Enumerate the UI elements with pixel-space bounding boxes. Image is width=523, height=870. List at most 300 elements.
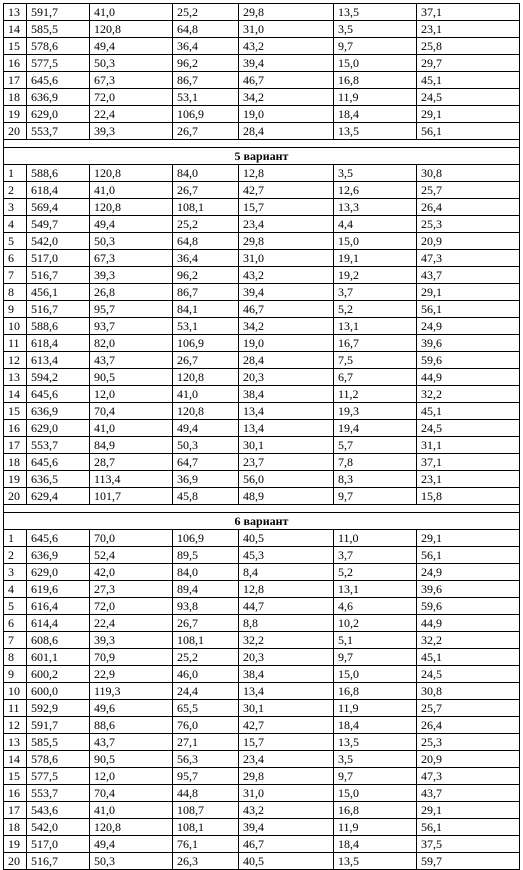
value-cell: 39,6 [417, 581, 520, 598]
value-cell: 629,0 [27, 106, 90, 123]
value-cell: 46,7 [239, 72, 334, 89]
value-cell: 49,4 [173, 420, 239, 437]
value-cell: 34,2 [239, 318, 334, 335]
value-cell: 29,1 [417, 802, 520, 819]
table-row [4, 666, 520, 683]
value-cell: 9,7 [334, 488, 417, 505]
value-cell: 45,1 [417, 403, 520, 420]
value-cell: 629,4 [27, 488, 90, 505]
row-number-cell: 13 [4, 369, 27, 386]
value-cell: 50,3 [90, 55, 173, 72]
value-cell: 613,4 [27, 352, 90, 369]
value-cell: 19,0 [239, 106, 334, 123]
value-cell: 12,8 [239, 165, 334, 182]
value-cell: 88,6 [90, 717, 173, 734]
value-cell: 543,6 [27, 802, 90, 819]
value-cell: 20,9 [417, 233, 520, 250]
table-row [4, 72, 520, 89]
row-number-cell: 10 [4, 318, 27, 335]
value-cell: 25,3 [417, 734, 520, 751]
value-cell: 28,4 [239, 123, 334, 140]
value-cell: 65,5 [173, 700, 239, 717]
value-cell: 553,7 [27, 785, 90, 802]
value-cell: 13,5 [334, 734, 417, 751]
value-cell: 577,5 [27, 768, 90, 785]
table-row [4, 38, 520, 55]
value-cell: 30,1 [239, 437, 334, 454]
value-cell: 39,3 [90, 267, 173, 284]
table-row [4, 352, 520, 369]
value-cell: 588,6 [27, 165, 90, 182]
value-cell: 120,8 [90, 819, 173, 836]
value-cell: 18,4 [334, 836, 417, 853]
value-cell: 34,2 [239, 89, 334, 106]
value-cell: 25,7 [417, 182, 520, 199]
value-cell: 40,5 [239, 853, 334, 870]
value-cell: 11,9 [334, 89, 417, 106]
table-row [4, 853, 520, 870]
value-cell: 585,5 [27, 734, 90, 751]
value-cell: 76,1 [173, 836, 239, 853]
value-cell: 11,9 [334, 700, 417, 717]
value-cell: 24,9 [417, 318, 520, 335]
value-cell: 9,7 [334, 649, 417, 666]
value-cell: 56,1 [417, 819, 520, 836]
value-cell: 50,3 [173, 437, 239, 454]
value-cell: 120,8 [90, 199, 173, 216]
value-cell: 52,4 [90, 547, 173, 564]
value-cell: 38,4 [239, 666, 334, 683]
value-cell: 39,4 [239, 819, 334, 836]
value-cell: 106,9 [173, 530, 239, 547]
value-cell: 601,1 [27, 649, 90, 666]
value-cell: 108,1 [173, 199, 239, 216]
value-cell: 46,7 [239, 301, 334, 318]
value-cell: 11,0 [334, 530, 417, 547]
row-number-cell: 10 [4, 683, 27, 700]
table-row [4, 21, 520, 38]
value-cell: 43,7 [90, 734, 173, 751]
row-number-cell: 11 [4, 335, 27, 352]
value-cell: 49,4 [90, 836, 173, 853]
value-cell: 19,0 [239, 335, 334, 352]
value-cell: 18,4 [334, 106, 417, 123]
value-cell: 11,9 [334, 819, 417, 836]
value-cell: 5,1 [334, 632, 417, 649]
value-cell: 43,2 [239, 267, 334, 284]
value-cell: 24,5 [417, 420, 520, 437]
value-cell: 6,7 [334, 369, 417, 386]
value-cell: 96,2 [173, 55, 239, 72]
table-row [4, 4, 520, 21]
row-number-cell: 7 [4, 267, 27, 284]
value-cell: 40,5 [239, 530, 334, 547]
value-cell: 26,7 [173, 352, 239, 369]
row-number-cell: 20 [4, 853, 27, 870]
table-row [4, 301, 520, 318]
value-cell: 49,6 [90, 700, 173, 717]
value-cell: 43,7 [417, 267, 520, 284]
value-cell: 25,7 [417, 700, 520, 717]
value-cell: 43,7 [90, 352, 173, 369]
value-cell: 24,5 [417, 89, 520, 106]
value-cell: 3,5 [334, 21, 417, 38]
value-cell: 41,0 [90, 182, 173, 199]
value-cell: 36,9 [173, 471, 239, 488]
value-cell: 600,0 [27, 683, 90, 700]
table-row [4, 768, 520, 785]
value-cell: 42,7 [239, 182, 334, 199]
value-cell: 45,1 [417, 649, 520, 666]
table-row [4, 649, 520, 666]
table-body [4, 4, 520, 870]
row-number-cell: 18 [4, 89, 27, 106]
row-number-cell: 6 [4, 615, 27, 632]
value-cell: 15,0 [334, 55, 417, 72]
row-number-cell: 2 [4, 182, 27, 199]
value-cell: 49,4 [90, 216, 173, 233]
row-number-cell: 15 [4, 768, 27, 785]
value-cell: 46,0 [173, 666, 239, 683]
value-cell: 9,7 [334, 38, 417, 55]
value-cell: 56,1 [417, 301, 520, 318]
value-cell: 645,6 [27, 454, 90, 471]
value-cell: 84,1 [173, 301, 239, 318]
value-cell: 108,7 [173, 802, 239, 819]
value-cell: 32,2 [417, 386, 520, 403]
value-cell: 32,2 [239, 632, 334, 649]
row-number-cell: 18 [4, 454, 27, 471]
value-cell: 636,9 [27, 547, 90, 564]
value-cell: 29,8 [239, 233, 334, 250]
value-cell: 113,4 [90, 471, 173, 488]
value-cell: 15,7 [239, 199, 334, 216]
row-number-cell: 15 [4, 403, 27, 420]
value-cell: 15,7 [239, 734, 334, 751]
value-cell: 25,8 [417, 38, 520, 55]
value-cell: 11,2 [334, 386, 417, 403]
table-row [4, 547, 520, 564]
value-cell: 516,7 [27, 301, 90, 318]
table-row [4, 615, 520, 632]
value-cell: 12,0 [90, 768, 173, 785]
value-cell: 29,8 [239, 768, 334, 785]
value-cell: 19,1 [334, 250, 417, 267]
value-cell: 86,7 [173, 284, 239, 301]
table-row [4, 530, 520, 547]
value-cell: 618,4 [27, 335, 90, 352]
value-cell: 20,9 [417, 751, 520, 768]
value-cell: 20,3 [239, 649, 334, 666]
value-cell: 542,0 [27, 819, 90, 836]
value-cell: 614,4 [27, 615, 90, 632]
value-cell: 30,1 [239, 700, 334, 717]
value-cell: 22,4 [90, 615, 173, 632]
value-cell: 517,0 [27, 250, 90, 267]
variants-table [3, 3, 520, 870]
value-cell: 31,1 [417, 437, 520, 454]
table-row [4, 420, 520, 437]
value-cell: 56,1 [417, 123, 520, 140]
value-cell: 31,0 [239, 250, 334, 267]
value-cell: 41,0 [90, 802, 173, 819]
value-cell: 25,2 [173, 4, 239, 21]
value-cell: 549,7 [27, 216, 90, 233]
row-number-cell: 14 [4, 386, 27, 403]
value-cell: 45,8 [173, 488, 239, 505]
value-cell: 93,8 [173, 598, 239, 615]
value-cell: 70,0 [90, 530, 173, 547]
value-cell: 108,1 [173, 819, 239, 836]
value-cell: 37,5 [417, 836, 520, 853]
table-row [4, 632, 520, 649]
row-number-cell: 16 [4, 55, 27, 72]
value-cell: 12,6 [334, 182, 417, 199]
table-row [4, 471, 520, 488]
value-cell: 90,5 [90, 751, 173, 768]
value-cell: 25,3 [417, 216, 520, 233]
value-cell: 36,4 [173, 38, 239, 55]
value-cell: 553,7 [27, 123, 90, 140]
value-cell: 636,9 [27, 89, 90, 106]
value-cell: 32,2 [417, 632, 520, 649]
value-cell: 38,4 [239, 386, 334, 403]
value-cell: 7,5 [334, 352, 417, 369]
value-cell: 44,8 [173, 785, 239, 802]
table-row [4, 216, 520, 233]
value-cell: 93,7 [90, 318, 173, 335]
value-cell: 13,5 [334, 123, 417, 140]
value-cell: 84,0 [173, 165, 239, 182]
value-cell: 517,0 [27, 836, 90, 853]
value-cell: 90,5 [90, 369, 173, 386]
value-cell: 26,7 [173, 182, 239, 199]
value-cell: 30,8 [417, 165, 520, 182]
value-cell: 26,7 [173, 123, 239, 140]
value-cell: 42,0 [90, 564, 173, 581]
table-row [4, 717, 520, 734]
value-cell: 53,1 [173, 89, 239, 106]
table-row [4, 165, 520, 182]
value-cell: 15,0 [334, 666, 417, 683]
row-number-cell: 3 [4, 564, 27, 581]
table-row [4, 488, 520, 505]
value-cell: 96,2 [173, 267, 239, 284]
row-number-cell: 8 [4, 649, 27, 666]
value-cell: 84,0 [173, 564, 239, 581]
value-cell: 64,7 [173, 454, 239, 471]
value-cell: 29,1 [417, 530, 520, 547]
value-cell: 645,6 [27, 386, 90, 403]
value-cell: 29,1 [417, 106, 520, 123]
table-row [4, 819, 520, 836]
value-cell: 594,2 [27, 369, 90, 386]
table-row [4, 267, 520, 284]
section-title: 6 вариант [4, 513, 520, 530]
value-cell: 629,0 [27, 564, 90, 581]
value-cell: 3,7 [334, 284, 417, 301]
table-row [4, 734, 520, 751]
value-cell: 72,0 [90, 89, 173, 106]
value-cell: 95,7 [173, 768, 239, 785]
value-cell: 56,3 [173, 751, 239, 768]
value-cell: 13,5 [334, 853, 417, 870]
value-cell: 516,7 [27, 267, 90, 284]
value-cell: 23,1 [417, 471, 520, 488]
row-number-cell: 19 [4, 836, 27, 853]
value-cell: 618,4 [27, 182, 90, 199]
value-cell: 16,8 [334, 72, 417, 89]
value-cell: 120,8 [173, 369, 239, 386]
value-cell: 585,5 [27, 21, 90, 38]
row-number-cell: 17 [4, 802, 27, 819]
row-number-cell: 13 [4, 734, 27, 751]
value-cell: 18,4 [334, 717, 417, 734]
table-row [4, 335, 520, 352]
value-cell: 23,1 [417, 21, 520, 38]
section-header-row [4, 513, 520, 530]
section-spacer-row [4, 505, 520, 513]
table-row [4, 581, 520, 598]
value-cell: 30,8 [417, 683, 520, 700]
table-row [4, 836, 520, 853]
value-cell: 3,5 [334, 165, 417, 182]
value-cell: 86,7 [173, 72, 239, 89]
table-row [4, 369, 520, 386]
row-number-cell: 20 [4, 488, 27, 505]
value-cell: 50,3 [90, 853, 173, 870]
value-cell: 39,6 [417, 335, 520, 352]
value-cell: 70,9 [90, 649, 173, 666]
value-cell: 64,8 [173, 21, 239, 38]
value-cell: 28,4 [239, 352, 334, 369]
value-cell: 120,8 [90, 165, 173, 182]
row-number-cell: 7 [4, 632, 27, 649]
value-cell: 53,1 [173, 318, 239, 335]
value-cell: 578,6 [27, 38, 90, 55]
value-cell: 72,0 [90, 598, 173, 615]
value-cell: 3,7 [334, 547, 417, 564]
value-cell: 5,2 [334, 301, 417, 318]
value-cell: 15,8 [417, 488, 520, 505]
value-cell: 636,9 [27, 403, 90, 420]
value-cell: 108,1 [173, 632, 239, 649]
value-cell: 569,4 [27, 199, 90, 216]
value-cell: 22,4 [90, 106, 173, 123]
value-cell: 44,7 [239, 598, 334, 615]
value-cell: 64,8 [173, 233, 239, 250]
value-cell: 13,4 [239, 683, 334, 700]
table-row [4, 802, 520, 819]
row-number-cell: 8 [4, 284, 27, 301]
value-cell: 31,0 [239, 21, 334, 38]
value-cell: 19,4 [334, 420, 417, 437]
row-number-cell: 19 [4, 106, 27, 123]
row-number-cell: 14 [4, 21, 27, 38]
table-row [4, 751, 520, 768]
value-cell: 24,5 [417, 666, 520, 683]
value-cell: 24,9 [417, 564, 520, 581]
section-title: 5 вариант [4, 148, 520, 165]
value-cell: 4,6 [334, 598, 417, 615]
value-cell: 12,8 [239, 581, 334, 598]
table-row [4, 182, 520, 199]
row-number-cell: 4 [4, 216, 27, 233]
value-cell: 13,1 [334, 318, 417, 335]
row-number-cell: 3 [4, 199, 27, 216]
value-cell: 43,2 [239, 38, 334, 55]
table-row [4, 123, 520, 140]
table-row [4, 199, 520, 216]
row-number-cell: 16 [4, 420, 27, 437]
value-cell: 37,1 [417, 4, 520, 21]
table-row [4, 250, 520, 267]
value-cell: 645,6 [27, 530, 90, 547]
value-cell: 67,3 [90, 250, 173, 267]
value-cell: 48,9 [239, 488, 334, 505]
value-cell: 44,9 [417, 615, 520, 632]
table-row [4, 598, 520, 615]
row-number-cell: 16 [4, 785, 27, 802]
table-row [4, 700, 520, 717]
spacer-cell [4, 505, 520, 513]
value-cell: 10,2 [334, 615, 417, 632]
row-number-cell: 15 [4, 38, 27, 55]
value-cell: 43,2 [239, 802, 334, 819]
value-cell: 39,4 [239, 284, 334, 301]
value-cell: 592,9 [27, 700, 90, 717]
value-cell: 26,7 [173, 615, 239, 632]
value-cell: 70,4 [90, 403, 173, 420]
value-cell: 27,3 [90, 581, 173, 598]
value-cell: 82,0 [90, 335, 173, 352]
row-number-cell: 17 [4, 437, 27, 454]
value-cell: 13,4 [239, 403, 334, 420]
table-row [4, 89, 520, 106]
table-row [4, 106, 520, 123]
table-row [4, 683, 520, 700]
row-number-cell: 1 [4, 530, 27, 547]
value-cell: 13,4 [239, 420, 334, 437]
value-cell: 22,9 [90, 666, 173, 683]
value-cell: 101,7 [90, 488, 173, 505]
value-cell: 16,8 [334, 683, 417, 700]
value-cell: 24,4 [173, 683, 239, 700]
value-cell: 26,3 [173, 853, 239, 870]
row-number-cell: 18 [4, 819, 27, 836]
table-row [4, 233, 520, 250]
value-cell: 76,0 [173, 717, 239, 734]
value-cell: 95,7 [90, 301, 173, 318]
value-cell: 23,7 [239, 454, 334, 471]
row-number-cell: 6 [4, 250, 27, 267]
row-number-cell: 17 [4, 72, 27, 89]
value-cell: 47,3 [417, 250, 520, 267]
value-cell: 588,6 [27, 318, 90, 335]
value-cell: 516,7 [27, 853, 90, 870]
value-cell: 7,8 [334, 454, 417, 471]
row-number-cell: 11 [4, 700, 27, 717]
value-cell: 13,5 [334, 4, 417, 21]
value-cell: 56,0 [239, 471, 334, 488]
value-cell: 56,1 [417, 547, 520, 564]
value-cell: 619,6 [27, 581, 90, 598]
value-cell: 59,6 [417, 352, 520, 369]
value-cell: 29,1 [417, 284, 520, 301]
value-cell: 37,1 [417, 454, 520, 471]
value-cell: 577,5 [27, 55, 90, 72]
value-cell: 23,4 [239, 751, 334, 768]
